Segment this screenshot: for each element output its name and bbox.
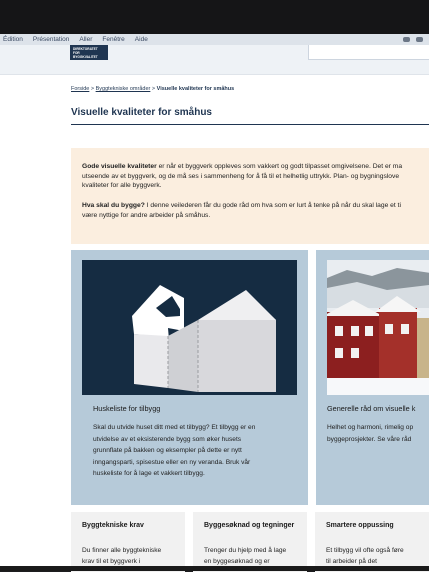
title-divider bbox=[71, 124, 429, 125]
logo-line-2: FOR BYGGKVALITET bbox=[73, 51, 98, 59]
card-desc-line: Skal du utvide huset ditt med et tilbygg? Et tilbygg er en bbox=[93, 424, 256, 431]
menu-aller[interactable]: Aller bbox=[79, 36, 93, 43]
card-title[interactable]: Generelle råd om visuelle k bbox=[327, 404, 416, 413]
card-desc-line: byggeprosjekter. Se våre råd bbox=[327, 435, 412, 443]
battery-icon bbox=[416, 37, 423, 42]
card-desc-line: Et tilbygg vil ofte også føre bbox=[326, 547, 404, 554]
card-desc-line: grunnflate på bakken og eksempler på dette er nytt bbox=[93, 447, 242, 455]
intro-question: Hva skal du bygge? bbox=[82, 202, 145, 209]
page-title: Visuelle kvaliteter for småhus bbox=[71, 107, 212, 118]
card-desc-line: krav til et byggverk i bbox=[82, 558, 141, 565]
menu-aide[interactable]: Aide bbox=[134, 36, 148, 43]
search-input[interactable] bbox=[308, 45, 429, 60]
menu-fenetre[interactable]: Fenêtre bbox=[102, 36, 125, 43]
extension-wall bbox=[134, 334, 168, 388]
yellow-house bbox=[417, 318, 429, 378]
card-desc-line: inngangsparti, spisestue eller en ny veranda. Bruk vår bbox=[93, 458, 251, 466]
breadcrumb bbox=[71, 86, 234, 92]
window bbox=[335, 348, 343, 358]
card-desc-line: Helhet og harmoni, rimelig op bbox=[327, 424, 414, 431]
card-desc-line: Trenger du hjelp med å lage bbox=[204, 547, 287, 554]
card-description bbox=[204, 545, 302, 567]
house-gable bbox=[198, 290, 276, 320]
window bbox=[385, 324, 393, 334]
card-title[interactable]: Byggesøknad og tegninger bbox=[204, 522, 295, 529]
card-desc-line: Du finner alle byggtekniske bbox=[82, 547, 162, 554]
intro-line: være nyttige for andre arbeider på småhus. bbox=[82, 211, 211, 219]
window bbox=[351, 326, 359, 336]
red-house bbox=[327, 312, 379, 378]
intro-line bbox=[82, 201, 429, 210]
window bbox=[365, 326, 373, 336]
card-title[interactable]: Smartere oppussing bbox=[326, 522, 394, 529]
card-huskeliste-tilbygg[interactable] bbox=[71, 250, 308, 505]
device-bottom-bezel bbox=[0, 566, 429, 571]
card-description bbox=[93, 422, 293, 480]
device-top-bezel bbox=[0, 0, 429, 34]
card-title[interactable]: Byggtekniske krav bbox=[82, 522, 144, 529]
logo-line-1: DIREKTORATET bbox=[73, 47, 98, 51]
intro-line bbox=[82, 162, 429, 171]
breadcrumb-separator: > bbox=[90, 86, 95, 92]
card-description bbox=[327, 422, 429, 445]
card-byggesoknad[interactable] bbox=[193, 512, 307, 572]
house-extension-illustration bbox=[82, 260, 297, 395]
intro-line: kvaliteter for alle byggverk. bbox=[82, 182, 162, 189]
dibk-logo[interactable] bbox=[70, 45, 108, 60]
wifi-icon bbox=[403, 37, 410, 42]
breadcrumb-section[interactable]: Byggtekniske områder bbox=[95, 86, 151, 92]
red-house-2 bbox=[379, 308, 417, 380]
card-description bbox=[326, 545, 424, 567]
intro-line: utseende av et byggverk, og de må ses i sammenheng for å få til et helhetlig uttrykk. Plan- og bygningslove bbox=[82, 172, 400, 180]
intro-text: er når et byggverk oppleves som vakkert og godt tilpasset omgivelsene. Det er ma bbox=[156, 163, 403, 170]
card-desc-line: huskeliste for å lage et vakkert tilbygg. bbox=[93, 470, 205, 478]
card-description bbox=[82, 545, 180, 567]
site-header bbox=[0, 45, 429, 75]
card-title[interactable]: Huskeliste for tilbygg bbox=[93, 404, 161, 413]
breadcrumb-current: Visuelle kvaliteter for småhus bbox=[156, 86, 235, 92]
intro-text: I denne veilederen får du gode råd om hva som er lurt å tenke på når du skal lage et ti bbox=[144, 202, 401, 209]
card-generelle-rad[interactable] bbox=[316, 250, 429, 505]
breadcrumb-home[interactable]: Forside bbox=[71, 86, 90, 92]
card-desc-line: til arbeider på det bbox=[326, 558, 377, 565]
extension-side bbox=[168, 320, 198, 392]
window bbox=[335, 326, 343, 336]
intro-bold: Gode visuelle kvaliteter bbox=[82, 163, 157, 170]
card-desc-line: utvidelse av et eksisterende bygg som øker husets bbox=[93, 435, 242, 443]
snow-ground bbox=[327, 378, 429, 395]
breadcrumb-separator: > bbox=[151, 86, 156, 92]
menu-edition[interactable]: Édition bbox=[3, 36, 23, 43]
menu-bar bbox=[0, 34, 429, 45]
intro-box bbox=[71, 148, 429, 244]
menu-status-icons bbox=[403, 37, 429, 42]
winter-houses-photo bbox=[327, 260, 429, 395]
menu-presentation[interactable]: Présentation bbox=[32, 36, 70, 43]
card-smartere-oppussing[interactable] bbox=[315, 512, 429, 572]
card-byggtekniske-krav[interactable] bbox=[71, 512, 185, 572]
window bbox=[401, 324, 409, 334]
window bbox=[351, 348, 359, 358]
card-desc-line: en byggesøknad og er bbox=[204, 558, 270, 565]
